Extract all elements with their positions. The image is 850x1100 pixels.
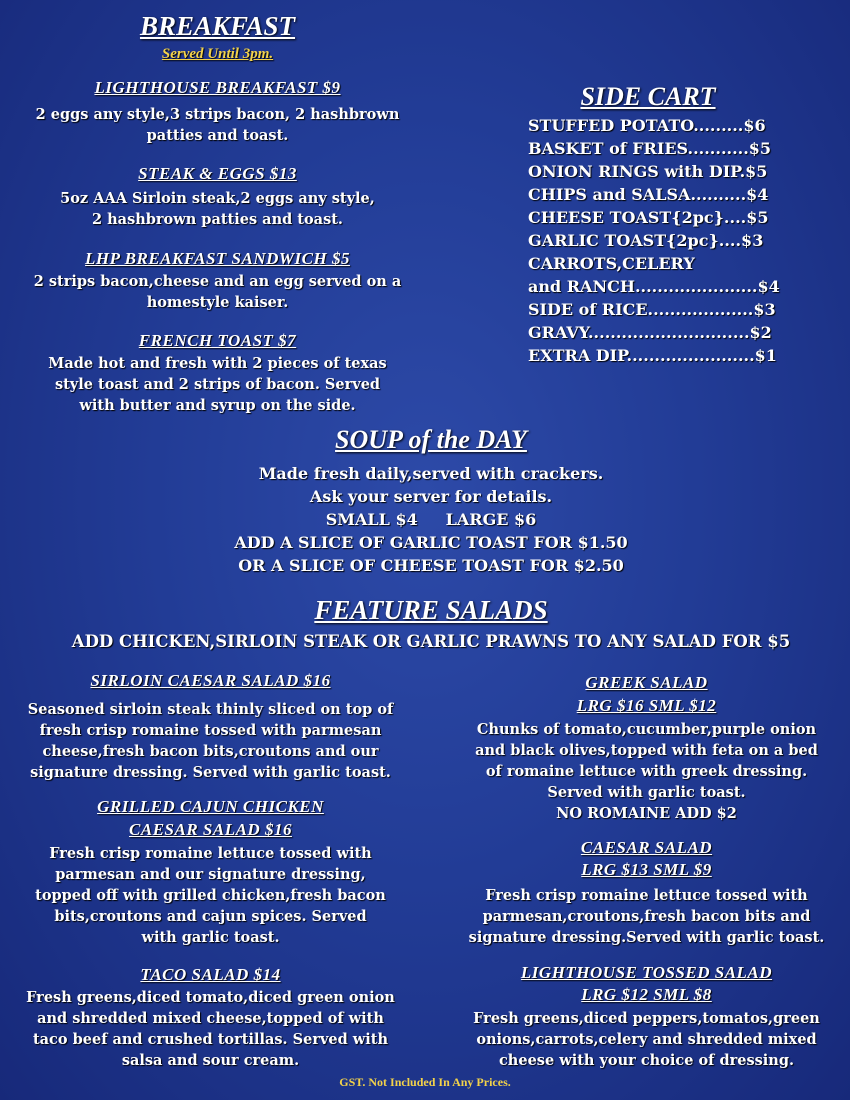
side-cart-item: BASKET of FRIES...........$5 [528, 139, 772, 158]
soup-title: SOUP of the DAY [335, 425, 527, 454]
breakfast-item [20, 331, 415, 416]
breakfast-item [20, 249, 415, 313]
salad-item [18, 671, 403, 783]
salad-name: TACO SALAD $14 [140, 965, 281, 984]
salads-header [0, 594, 850, 653]
breakfast-item-desc: 2 eggs any style,3 strips bacon, 2 hashbrown [35, 106, 400, 123]
salad-desc: parmesan and our signature dressing, [55, 866, 366, 883]
side-cart-section [528, 82, 828, 367]
salad-desc: Fresh crisp romaine lettuce tossed with [49, 845, 372, 862]
breakfast-item-desc: homestyle kaiser. [146, 294, 289, 311]
salad-desc: bits,croutons and cajun spices. Served [54, 908, 367, 925]
salad-desc: of romaine lettuce with greek dressing. [485, 763, 808, 780]
breakfast-item-name: LIGHTHOUSE BREAKFAST $9 [94, 78, 341, 97]
salads-title: FEATURE SALADS [314, 595, 548, 625]
side-cart-item: and RANCH......................$4 [528, 277, 780, 296]
soup-line: Made fresh daily,served with crackers. [258, 464, 604, 483]
served-until-note: Served Until 3pm. [161, 46, 274, 62]
side-cart-item: CHEESE TOAST{2pc}....$5 [528, 208, 769, 227]
salad-desc: salsa and sour cream. [121, 1052, 300, 1069]
salad-desc: NO ROMAINE ADD $2 [556, 805, 737, 822]
salad-desc: fresh crisp romaine tossed with parmesan [39, 722, 382, 739]
salad-name: CAESAR SALAD $16 [129, 820, 292, 839]
soup-line: ADD A SLICE OF GARLIC TOAST FOR $1.50 [234, 533, 628, 552]
salad-name: CAESAR SALAD [580, 838, 713, 857]
breakfast-item-name: FRENCH TOAST $7 [138, 331, 297, 350]
side-cart-item: CHIPS and SALSA..........$4 [528, 185, 769, 204]
salad-desc: Fresh crisp romaine lettuce tossed with [485, 887, 808, 904]
soup-line: Ask your server for details. [309, 487, 553, 506]
breakfast-item-desc: with butter and syrup on the side. [79, 397, 356, 414]
breakfast-item-name: STEAK & EGGS $13 [138, 164, 297, 183]
breakfast-item-desc: Made hot and fresh with 2 pieces of texas [48, 355, 387, 372]
salad-name: SIRLOIN CAESAR SALAD $16 [90, 671, 331, 690]
breakfast-item-desc: 5oz AAA Sirloin steak,2 eggs any style, [60, 190, 375, 207]
side-cart-title: SIDE CART [580, 82, 716, 111]
salad-desc: signature dressing. Served with garlic toast. [30, 764, 391, 781]
salads-addon-note: ADD CHICKEN,SIRLOIN STEAK OR GARLIC PRAWNS TO ANY SALAD FOR $5 [71, 632, 791, 651]
breakfast-item-name: LHP BREAKFAST SANDWICH $5 [85, 249, 350, 268]
salad-desc: cheese,fresh bacon bits,croutons and our [42, 743, 379, 760]
salad-item [18, 795, 403, 948]
salad-desc: with garlic toast. [141, 929, 280, 946]
breakfast-item-desc: patties and toast. [146, 127, 289, 144]
breakfast-item-desc: 2 strips bacon,cheese and an egg served on a [33, 273, 402, 290]
salad-desc: parmesan,croutons,fresh bacon bits and [482, 908, 811, 925]
salad-desc: and shredded mixed cheese,topped of with [37, 1010, 384, 1027]
salad-desc: Fresh greens,diced tomato,diced green onion [26, 989, 395, 1006]
salad-name: GRILLED CAJUN CHICKEN [97, 797, 324, 816]
breakfast-item [20, 78, 415, 146]
side-cart-item: STUFFED POTATO.........$6 [528, 116, 766, 135]
side-cart-item: CARROTS,CELERY [528, 254, 695, 273]
salad-desc: cheese with your choice of dressing. [498, 1052, 795, 1069]
side-cart-item: EXTRA DIP.......................$1 [528, 346, 777, 365]
salad-item [464, 837, 829, 948]
salad-name: GREEK SALAD [585, 673, 708, 692]
soup-section [0, 424, 850, 577]
salad-price: LRG $16 SML $12 [576, 696, 717, 715]
salad-item [464, 962, 829, 1071]
side-cart-item: SIDE of RICE...................$3 [528, 300, 776, 319]
side-cart-item: GRAVY.............................$2 [528, 323, 772, 342]
salad-desc: Served with garlic toast. [547, 784, 746, 801]
salad-desc: and black olives,topped with feta on a bed [475, 742, 818, 759]
salad-price: LRG $12 SML $8 [581, 985, 712, 1004]
salad-desc: signature dressing.Served with garlic toast. [468, 929, 825, 946]
salad-desc: onions,carrots,celery and shredded mixed [476, 1031, 817, 1048]
salad-desc: topped off with grilled chicken,fresh bacon [35, 887, 386, 904]
salad-item [464, 671, 829, 824]
soup-prices: SMALL $4 LARGE $6 [325, 510, 537, 529]
side-cart-item: GARLIC TOAST{2pc}....$3 [528, 231, 764, 250]
salad-desc: taco beef and crushed tortillas. Served with [32, 1031, 389, 1048]
salad-name: LIGHTHOUSE TOSSED SALAD [520, 963, 773, 982]
breakfast-title: BREAKFAST [139, 11, 296, 41]
soup-line: OR A SLICE OF CHEESE TOAST FOR $2.50 [238, 556, 624, 575]
gst-footer-note: GST. Not Included In Any Prices. [339, 1075, 511, 1089]
breakfast-item-desc: 2 hashbrown patties and toast. [92, 211, 343, 228]
breakfast-item [20, 164, 415, 230]
salad-desc: Seasoned sirloin steak thinly sliced on top of [27, 701, 394, 718]
breakfast-section [20, 10, 415, 63]
salad-desc: Fresh greens,diced peppers,tomatos,green [473, 1010, 820, 1027]
salad-desc: Chunks of tomato,cucumber,purple onion [476, 721, 817, 738]
breakfast-item-desc: style toast and 2 strips of bacon. Served [54, 376, 381, 393]
salad-price: LRG $13 SML $9 [581, 860, 712, 879]
salad-item [18, 965, 403, 1071]
side-cart-item: ONION RINGS with DIP.$5 [528, 162, 768, 181]
